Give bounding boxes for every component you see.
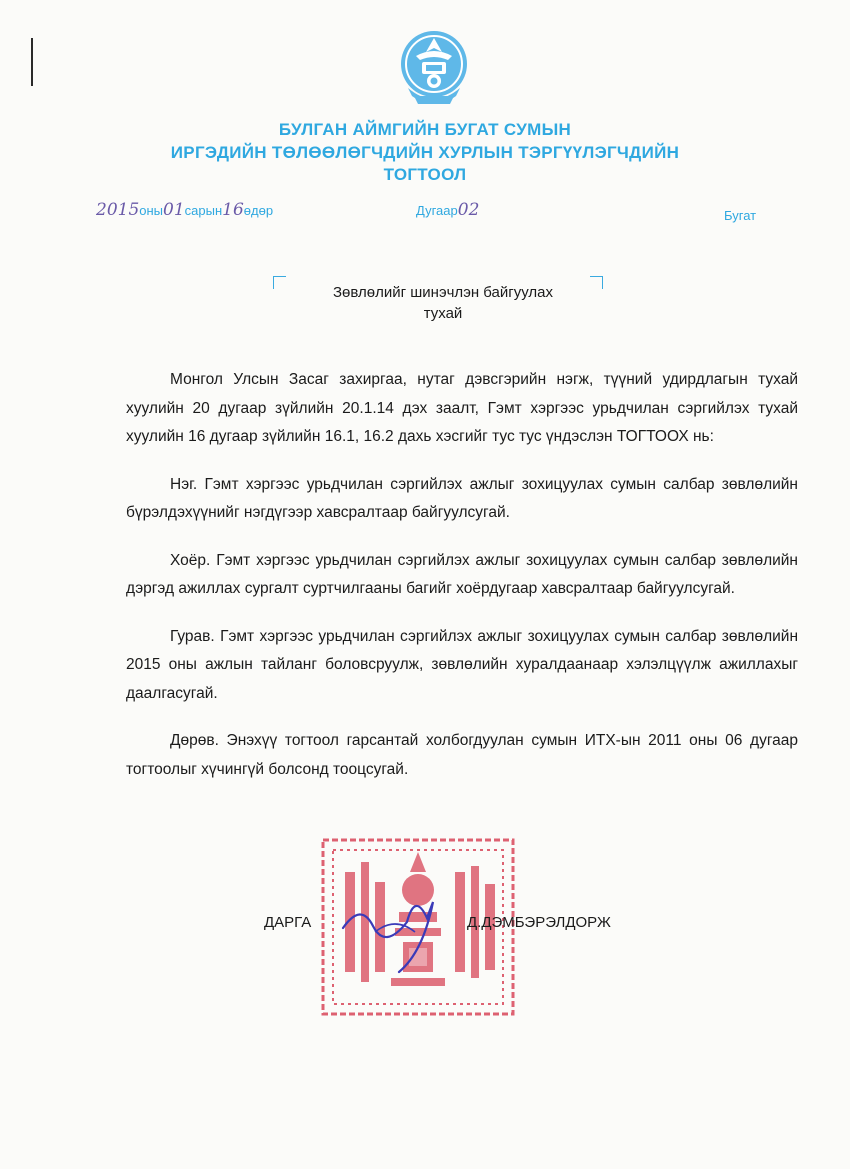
subject-title [0, 282, 850, 324]
margin-pen-mark [31, 38, 33, 86]
clause-4: Дөрөв. Энэхүү тогтоол гарсантай холбогдуулан сумын ИТХ-ын 2011 оны 06 дугаар тогтоолыг хүчингүй болсонд тооцсугай. [126, 732, 798, 778]
place-name: Бугат [724, 208, 757, 223]
date-year-suffix: оны [139, 203, 164, 218]
date-line [96, 200, 273, 220]
header-line-2: ИРГЭДИЙН ТӨЛӨӨЛӨГЧДИЙН ХУРЛЫН ТЭРГҮҮЛЭГЧДИЙН [170, 143, 680, 162]
number-value: 02 [457, 200, 480, 220]
date-month: 01 [163, 200, 185, 220]
date-day: 16 [222, 200, 244, 220]
number-label: Дугаар [416, 203, 458, 218]
date-day-suffix: өдөр [243, 203, 274, 218]
header-line-3: ТОГТООЛ [383, 165, 467, 184]
number-line [416, 200, 479, 220]
intro-paragraph: Монгол Улсын Засаг захиргаа, нутаг дэвсгэрийн нэгж, түүний удирдлагын тухай хуулийн 20 дугаар зүйлийн 20.1.14 дэх заалт, Гэмт хэргээс урьдчилан сэргийлэх тухай хуулийн 16 дугаар зүйлийн 16.1, 16.2 дахь хэсгийг тус тус үндэслэн ТОГТООХ нь: [126, 371, 798, 445]
subject-line-2: тухай [423, 305, 463, 322]
clause-2: Хоёр. Гэмт хэргээс урьдчилан сэргийлэх ажлыг зохицуулах сумын салбар зөвлөлийн дэргэд ажиллах сургалт суртчилгааны багийг хоёрдугаар хавсралтаар байгуулсугай. [126, 551, 798, 597]
date-month-suffix: сарын [184, 203, 223, 218]
state-emblem-icon [398, 26, 470, 110]
subject-line-1: Зөвлөлийг шинэчлэн байгуулах [333, 284, 553, 301]
signatory-name: Д.ДЭМБЭРЭЛДОРЖ [467, 914, 611, 931]
signatory-title: ДАРГА [264, 914, 312, 931]
resolution-body [126, 366, 798, 803]
clause-3: Гурав. Гэмт хэргээс урьдчилан сэргийлэх ажлыг зохицуулах сумын салбар зөвлөлийн 2015 оны ажлын тайланг боловсруулж, зөвлөлийн хуралдаанаар хэлэлцүүлж ажиллахыг даалгасугай. [126, 627, 798, 702]
clause-1: Нэг. Гэмт хэргээс урьдчилан сэргийлэх ажлыг зохицуулах сумын салбар зөвлөлийн бүрэлдэхүүнийг нэгдүгээр хавсралтаар байгуулсугай. [126, 475, 798, 521]
header-line-1: БУЛГАН АЙМГИЙН БУГАТ СУМЫН [278, 120, 572, 139]
date-year: 2015 [96, 200, 140, 220]
